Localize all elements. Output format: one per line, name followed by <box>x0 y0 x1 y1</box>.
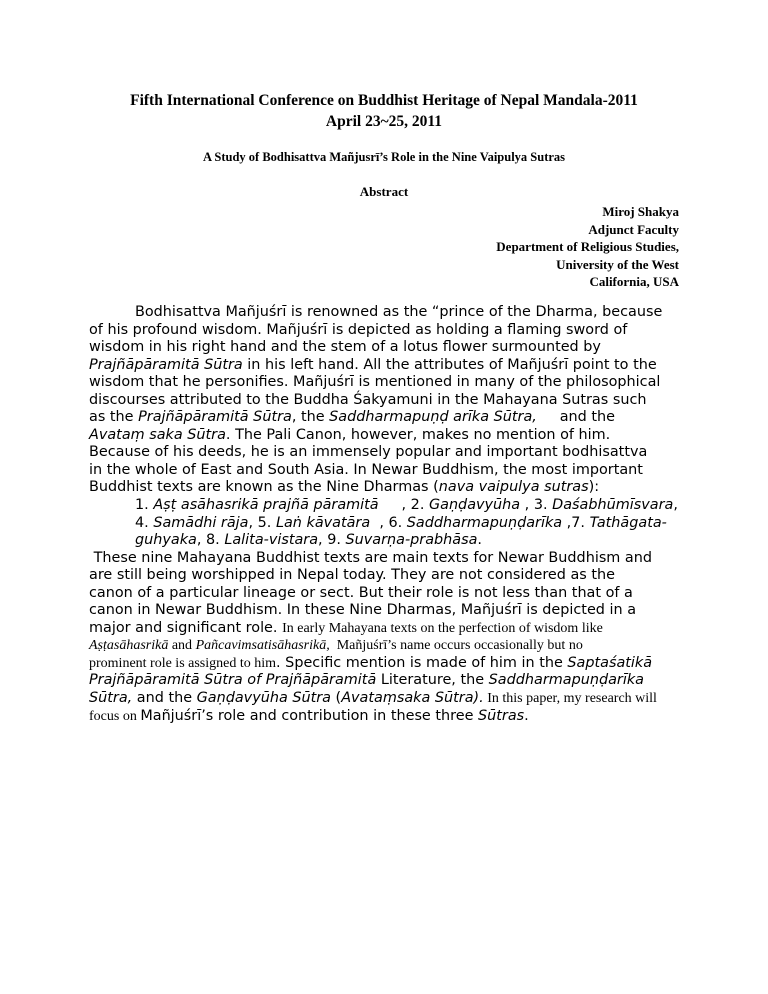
body-line: Prajñāpāramitā Sūtra of Prajñāpāramitā Literature, the Saddharmapuṇḍarīka <box>89 672 644 689</box>
body-line: of his profound wisdom. Mañjuśrī is depicted as holding a flaming sword of <box>89 321 628 338</box>
author-position: Adjunct Faculty <box>588 221 679 237</box>
body-line: Prajñāpāramitā Sūtra in his left hand. All the attributes of Mañjuśrī point to the <box>89 356 657 373</box>
body-line: major and significant role. In early Mahayana texts on the perfection of wisdom like <box>89 619 603 636</box>
paper-title: A Study of Bodhisattva Mañjusrī’s Role in the Nine Vaipulya Sutras <box>202 150 566 164</box>
author-department: Department of Religious Studies, <box>496 239 679 255</box>
author-name: Miroj Shakya <box>602 204 679 219</box>
body-line: wisdom in his right hand and the stem of a lotus flower surmounted by <box>89 339 601 356</box>
body-line: Because of his deeds, he is an immensely popular and important bodhisattva <box>89 444 648 461</box>
body-line: 1. Aṣṭ asāhasrikā prajñā pāramitā , 2. Gaṇḍavyūha , 3. Daśabhūmīsvara, <box>135 497 678 514</box>
body-line: These nine Mahayana Buddhist texts are main texts for Newar Buddhism and <box>89 549 652 566</box>
conference-dates: April 23~25, 2011 <box>325 113 443 130</box>
body-line: canon in Newar Buddhism. In these Nine Dharmas, Mañjuśrī is depicted in a <box>89 602 637 619</box>
abstract-body <box>89 304 689 725</box>
body-line: focus on Mañjuśrī’s role and contribution in these three Sūtras. <box>89 707 529 724</box>
body-line: canon of a particular lineage or sect. But their role is not less than that of a <box>89 584 633 601</box>
abstract-heading: Abstract <box>359 184 409 199</box>
body-line: discourses attributed to the Buddha Śakyamuni in the Mahayana Sutras such <box>89 391 647 408</box>
body-line: Buddhist texts are known as the Nine Dharmas (nava vaipulya sutras): <box>89 479 600 496</box>
body-line: prominent role is assigned to him. Specific mention is made of him in the Saptaśatikā <box>89 654 653 671</box>
conference-title: Fifth International Conference on Buddhist Heritage of Nepal Mandala-2011 <box>130 92 638 109</box>
body-line: 4. Samādhi rāja, 5. Laṅ kāvatāra , 6. Saddharmapuṇḍarīka ,7. Tathāgata- <box>135 514 667 531</box>
body-line: as the Prajñāpāramitā Sūtra, the Saddharmapuṇḍ arīka Sūtra, and the <box>89 409 615 426</box>
body-line: are still being worshipped in Nepal today. They are not considered as the <box>89 567 615 584</box>
body-line: wisdom that he personifies. Mañjuśrī is mentioned in many of the philosophical <box>89 374 661 391</box>
body-line: Bodhisattva Mañjuśrī is renowned as the “prince of the Dharma, because <box>135 304 663 320</box>
body-line: guhyaka, 8. Lalita-vistara, 9. Suvarṇa-prabhāsa. <box>135 532 482 549</box>
body-line: Sūtra, and the Gaṇḍavyūha Sūtra (Avataṃsaka Sūtra). In this paper, my research will <box>89 690 657 707</box>
body-line: in the whole of East and South Asia. In Newar Buddhism, the most important <box>89 461 643 478</box>
author-block <box>496 203 679 291</box>
body-line: Avataṃ saka Sūtra. The Pali Canon, however, makes no mention of him. <box>89 426 611 443</box>
body-line: Aṣṭasāhasrikā and Pañcavimsatisāhasrikā, Mañjuśrī’s name occurs occasionally but no <box>89 638 583 654</box>
author-university: University of the West <box>556 256 679 272</box>
author-location: California, USA <box>589 274 679 290</box>
